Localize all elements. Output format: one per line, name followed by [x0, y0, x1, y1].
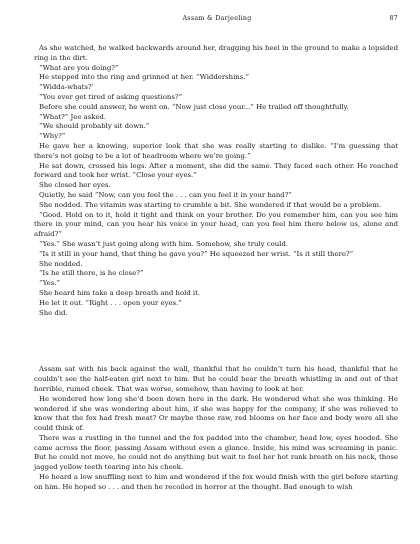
section-break [34, 318, 398, 365]
paragraph: Before she could answer, he went on. “Now just close your...” He trailed off thoughtfully. [39, 102, 349, 111]
running-header [36, 15, 398, 25]
section-one [34, 44, 398, 318]
paragraph: “Is he still there, is he close?” [39, 269, 144, 278]
paragraph: “We should probably sit down.” [39, 122, 150, 131]
running-title: Assam & Darjeeling [182, 15, 252, 22]
paragraph: He let it out. “Right . . . open your eyes.” [39, 298, 182, 307]
paragraph: He gave her a knowing, superior look that she was really starting to dislike. “I’m guessing that there’s not going to be a lot of headroom where we’re going.” [34, 141, 398, 160]
paragraph: “Is it still in your hand, that thing he gave you?” He squeezed her wrist. “Is it still there?” [39, 249, 354, 258]
paragraph: “Widda-whats?’ [39, 83, 94, 92]
paragraph: She nodded. The vitamin was starting to crumble a bit. She wondered if that would be a problem. [39, 200, 382, 209]
paragraph: “What?” Jee asked. [39, 112, 107, 121]
paragraph: He sat down, crossed his legs. After a moment, she did the same. They faced each other. He reached forward and took her wrist. “Close your eyes.” [34, 161, 398, 180]
paragraph: “Yes.” [39, 279, 60, 288]
page-body [34, 44, 398, 493]
paragraph: Assam sat with his back against the wall, thankful that he couldn’t turn his head, thankful that he couldn’t see the half-eaten girl next to him. But he could hear the breath whistling in and out of that horrible, ruined cheek. That was worse, somehow, than having to look at her. [34, 365, 398, 393]
page-number: 87 [389, 15, 398, 22]
paragraph: He heard a low snuffling next to him and wondered if the fox would finish with the girl before starting on him. He hoped so . . . and then he recoiled in horror at the thought. Bad enough to wish [34, 473, 398, 491]
paragraph: “You ever get tired of asking questions?” [39, 92, 183, 101]
paragraph: “Yes.” She wasn’t just going along with him. Somehow, she truly could. [39, 239, 288, 248]
paragraph: He stepped into the ring and grinned at her. “Widdershins.” [39, 73, 249, 82]
paragraph: He wondered how long she’d been down here in the dark. He wondered what she was thinking. He wondered if she was wondering about him, if she was happy for the company, if she was relieved to know that the fox had fresh meat? Or maybe those raw, red blooms on her face and body were all she could think of. [34, 394, 398, 433]
paragraph: “Good. Hold on to it, hold it tight and think on your brother. Do you remember him, can you see him there in your mind, can you hear his voice in your head, can you feel him there below us, alone and afraid?” [34, 210, 398, 239]
paragraph: She heard him take a deep breath and hold it. [39, 288, 201, 297]
paragraph: There was a rustling in the tunnel and the fox padded into the chamber, head low, eyes hooded. She came across the floor, passing Assam without even a glance. Inside, his mind was screaming in panic. But he could not move, he could not do anything but wait to feel her hot rank breath on his neck, those jagged yellow teeth tearing into his cheek. [34, 433, 398, 472]
paragraph: As she watched, he walked backwards around her, dragging his heel in the ground to make a lopsided ring in the dirt. [34, 44, 398, 62]
paragraph: Quietly, he said “Now, can you feel the . . . can you feel it in your hand?” [39, 190, 292, 199]
paragraph: “Why?” [39, 132, 66, 141]
paragraph: She nodded. [39, 259, 83, 268]
section-two [34, 365, 398, 492]
paragraph: She closed her eyes. [39, 181, 111, 190]
paragraph: She did. [39, 308, 68, 317]
paragraph: “What are you doing?” [39, 63, 119, 72]
